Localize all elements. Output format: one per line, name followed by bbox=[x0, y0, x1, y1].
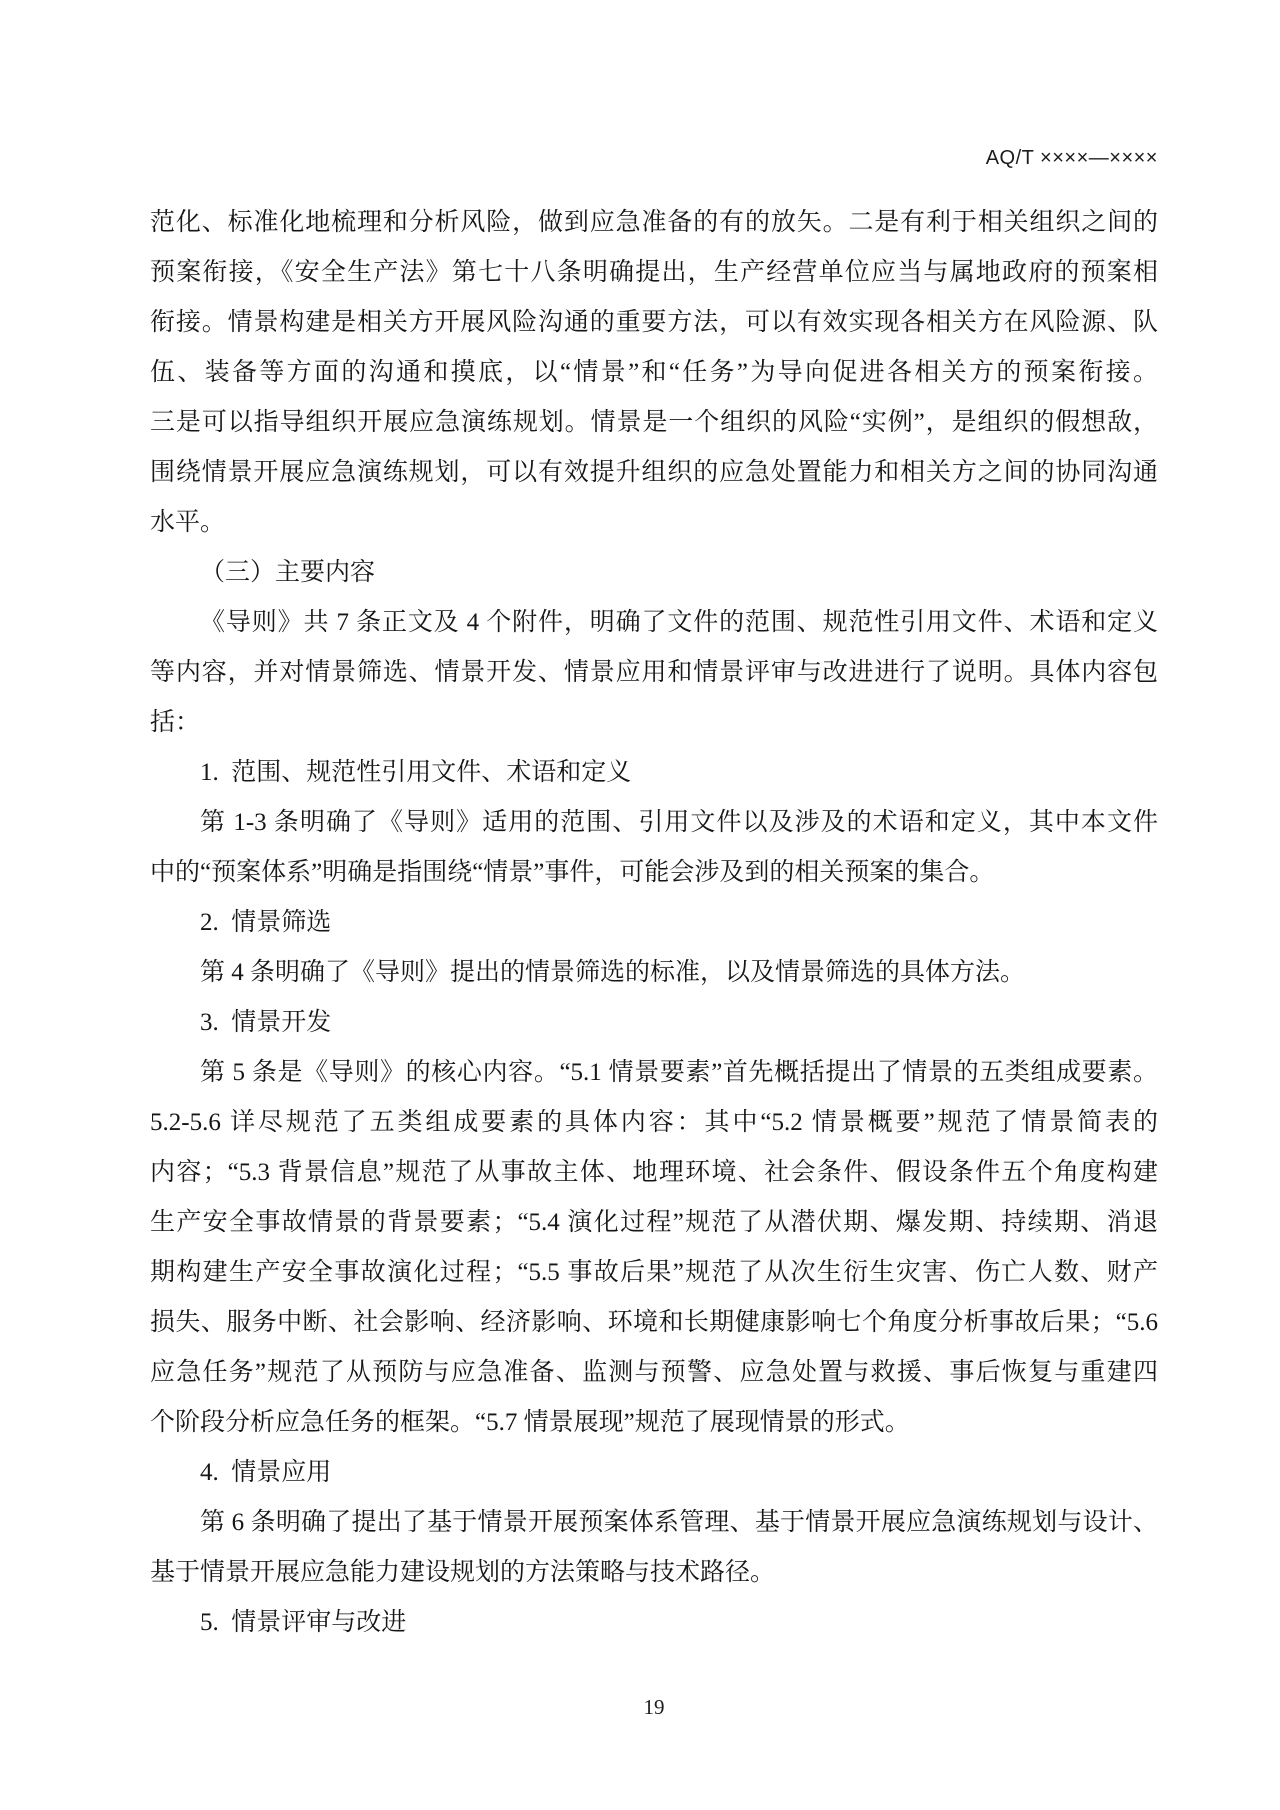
text-line: 5. 情景评审与改进 bbox=[200, 1609, 407, 1636]
document-code-header: AQ/T ××××—×××× bbox=[985, 147, 1158, 169]
text-line: 水平。 bbox=[150, 509, 226, 536]
text-line: 基于情景开展应急能力建设规划的方法策略与技术路径。 bbox=[150, 1559, 776, 1586]
text-line: （三）主要内容 bbox=[200, 559, 376, 586]
text-line: 第 4 条明确了《导则》提出的情景筛选的标准，以及情景筛选的具体方法。 bbox=[200, 959, 1026, 986]
text-line: 括： bbox=[150, 709, 201, 736]
page-number: 19 bbox=[643, 1695, 665, 1719]
text-line: 应急任务”规范了从预防与应急准备、监测与预警、应急处置与救援、事后恢复与重建四 bbox=[150, 1359, 1158, 1386]
text-line: 4. 情景应用 bbox=[200, 1459, 332, 1486]
text-line: 第 1-3 条明确了《导则》适用的范围、引用文件以及涉及的术语和定义，其中本文件 bbox=[200, 809, 1158, 836]
text-line: 损失、服务中断、社会影响、经济影响、环境和长期健康影响七个角度分析事故后果；“5.6 bbox=[150, 1309, 1158, 1336]
text-line: 《导则》共 7 条正文及 4 个附件，明确了文件的范围、规范性引用文件、术语和定义 bbox=[200, 609, 1158, 636]
text-line: 生产安全事故情景的背景要素；“5.4 演化过程”规范了从潜伏期、爆发期、持续期、消退 bbox=[150, 1209, 1158, 1236]
text-line: 个阶段分析应急任务的框架。“5.7 情景展现”规范了展现情景的形式。 bbox=[150, 1409, 910, 1436]
text-line: 衔接。情景构建是相关方开展风险沟通的重要方法，可以有效实现各相关方在风险源、队 bbox=[150, 309, 1158, 336]
text-line: 2. 情景筛选 bbox=[200, 909, 332, 936]
text-line: 3. 情景开发 bbox=[200, 1009, 332, 1036]
text-line: 三是可以指导组织开展应急演练规划。情景是一个组织的风险“实例”，是组织的假想敌， bbox=[150, 409, 1158, 436]
text-line: 内容；“5.3 背景信息”规范了从事故主体、地理环境、社会条件、假设条件五个角度构建 bbox=[150, 1159, 1158, 1186]
text-line: 期构建生产安全事故演化过程；“5.5 事故后果”规范了从次生衍生灾害、伤亡人数、财产 bbox=[150, 1259, 1158, 1286]
text-line: 等内容，并对情景筛选、情景开发、情景应用和情景评审与改进进行了说明。具体内容包 bbox=[150, 659, 1158, 686]
text-line: 范化、标准化地梳理和分析风险，做到应急准备的有的放矢。二是有利于相关组织之间的 bbox=[150, 209, 1158, 236]
text-line: 预案衔接，《安全生产法》第七十八条明确提出，生产经营单位应当与属地政府的预案相 bbox=[150, 259, 1158, 286]
text-line: 1. 范围、规范性引用文件、术语和定义 bbox=[200, 759, 632, 786]
text-line: 第 6 条明确了提出了基于情景开展预案体系管理、基于情景开展应急演练规划与设计、 bbox=[200, 1509, 1158, 1536]
text-line: 围绕情景开展应急演练规划，可以有效提升组织的应急处置能力和相关方之间的协同沟通 bbox=[150, 459, 1158, 486]
text-line: 5.2-5.6 详尽规范了五类组成要素的具体内容：其中“5.2 情景概要”规范了情景简表的 bbox=[150, 1109, 1158, 1136]
text-line: 中的“预案体系”明确是指围绕“情景”事件，可能会涉及到的相关预案的集合。 bbox=[150, 859, 995, 886]
page-body bbox=[150, 198, 1158, 1648]
text-line: 伍、装备等方面的沟通和摸底，以“情景”和“任务”为导向促进各相关方的预案衔接。 bbox=[150, 359, 1158, 386]
text-line: 第 5 条是《导则》的核心内容。“5.1 情景要素”首先概括提出了情景的五类组成要素。 bbox=[200, 1059, 1158, 1086]
